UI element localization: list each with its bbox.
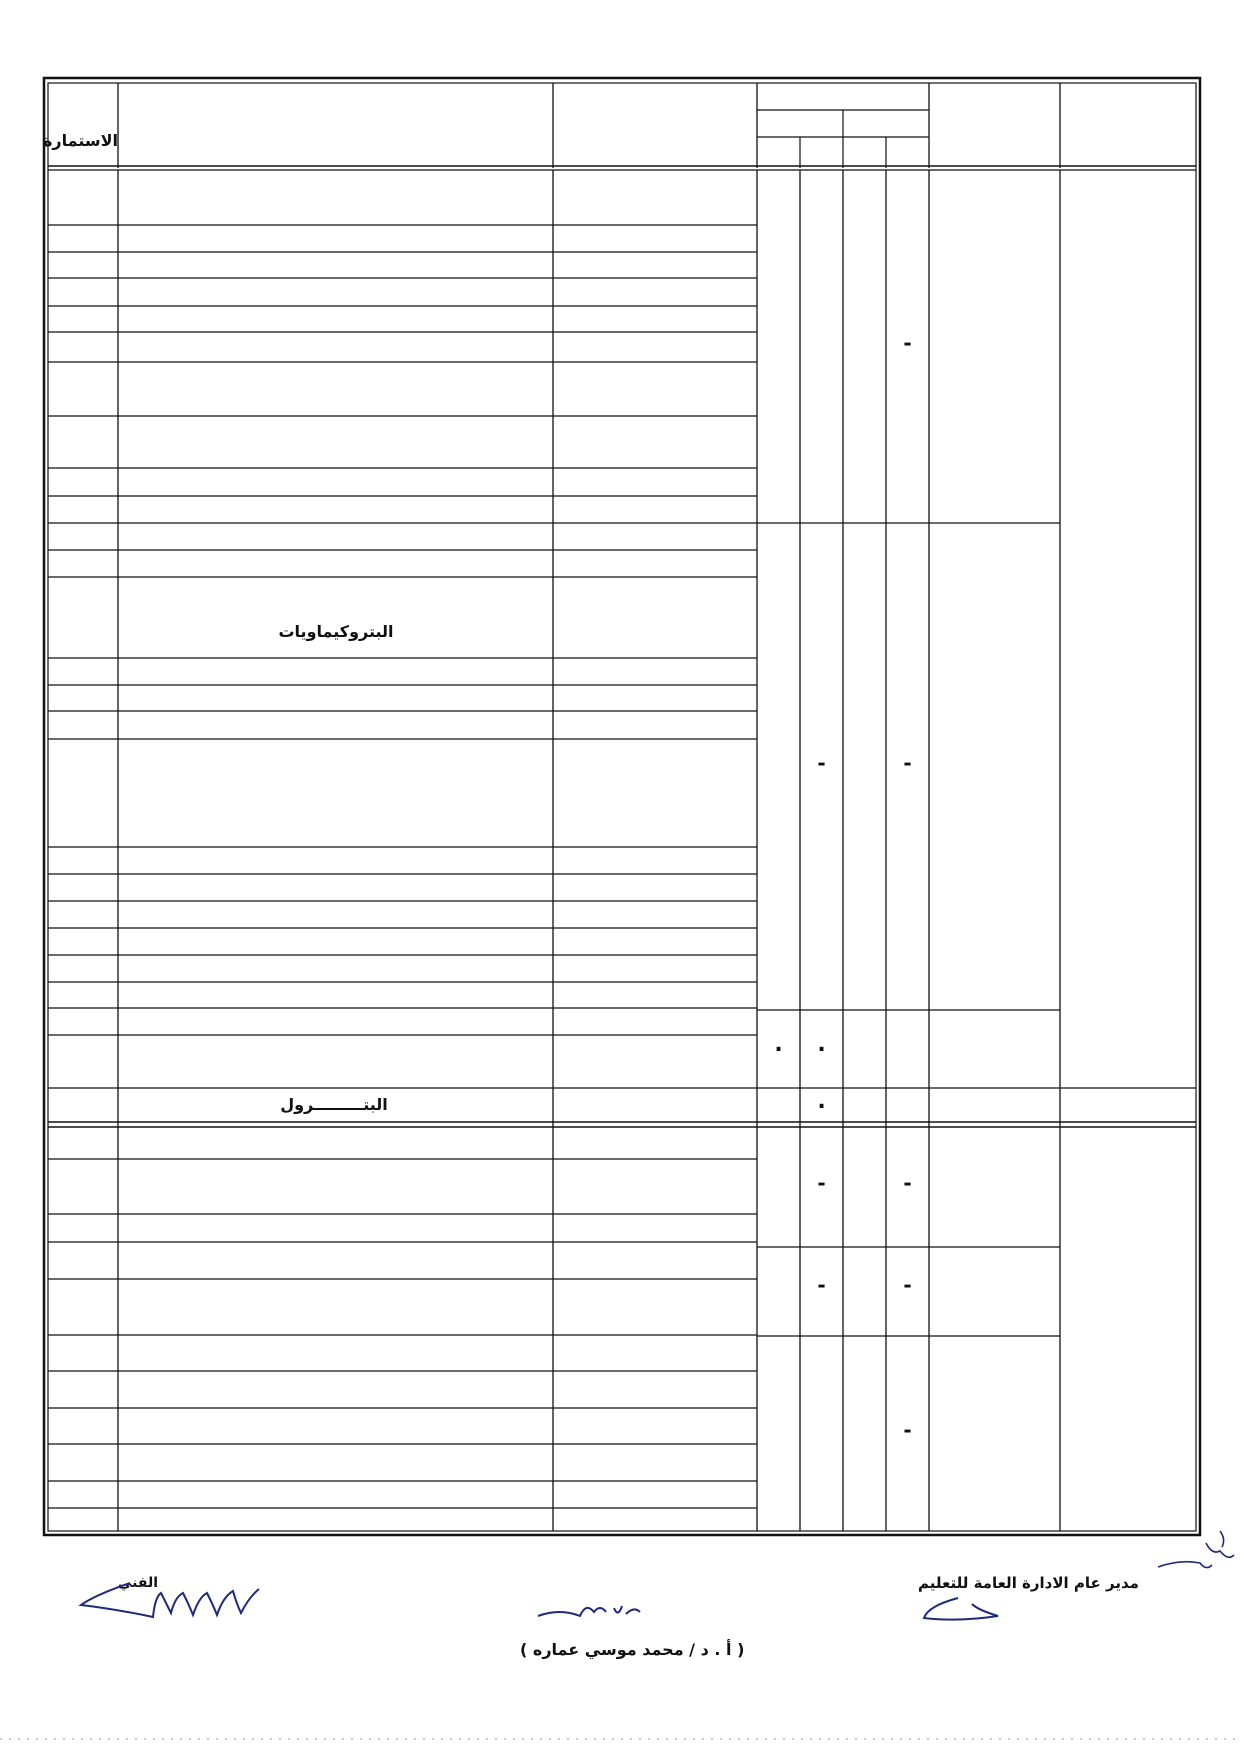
director-general-label: مدير عام الادارة العامة للتعليم [918, 1574, 1139, 1592]
bottom-edge-artifact [0, 1736, 1240, 1742]
cell-marker: - [903, 1273, 912, 1297]
cell-marker: . [774, 1032, 783, 1057]
technical-label: الفني [118, 1575, 159, 1591]
table-outer-frame [44, 78, 1200, 1535]
table-inner-frame [48, 83, 1196, 1531]
right-signature [918, 1592, 1028, 1628]
cell-marker: - [817, 1171, 826, 1195]
left-signature [75, 1575, 285, 1635]
cell-marker: - [903, 1418, 912, 1442]
signatory-name: ( أ . د / محمد موسي عماره ) [520, 1640, 745, 1659]
cell-marker: - [903, 751, 912, 775]
center-signature [530, 1588, 650, 1628]
cell-marker: - [903, 1171, 912, 1195]
cell-marker: - [817, 751, 826, 775]
form-header-label: الاستمارة [42, 131, 118, 150]
section-label-petroleum: البتـــــــــرول [280, 1095, 388, 1114]
section-label-petrochemicals: البتروكيماويات [278, 622, 394, 641]
cell-marker: . [817, 1032, 826, 1057]
cell-marker: . [817, 1089, 826, 1114]
cell-marker: - [903, 331, 912, 355]
cell-marker: - [817, 1273, 826, 1297]
margin-handwritten-note [1150, 1525, 1240, 1595]
